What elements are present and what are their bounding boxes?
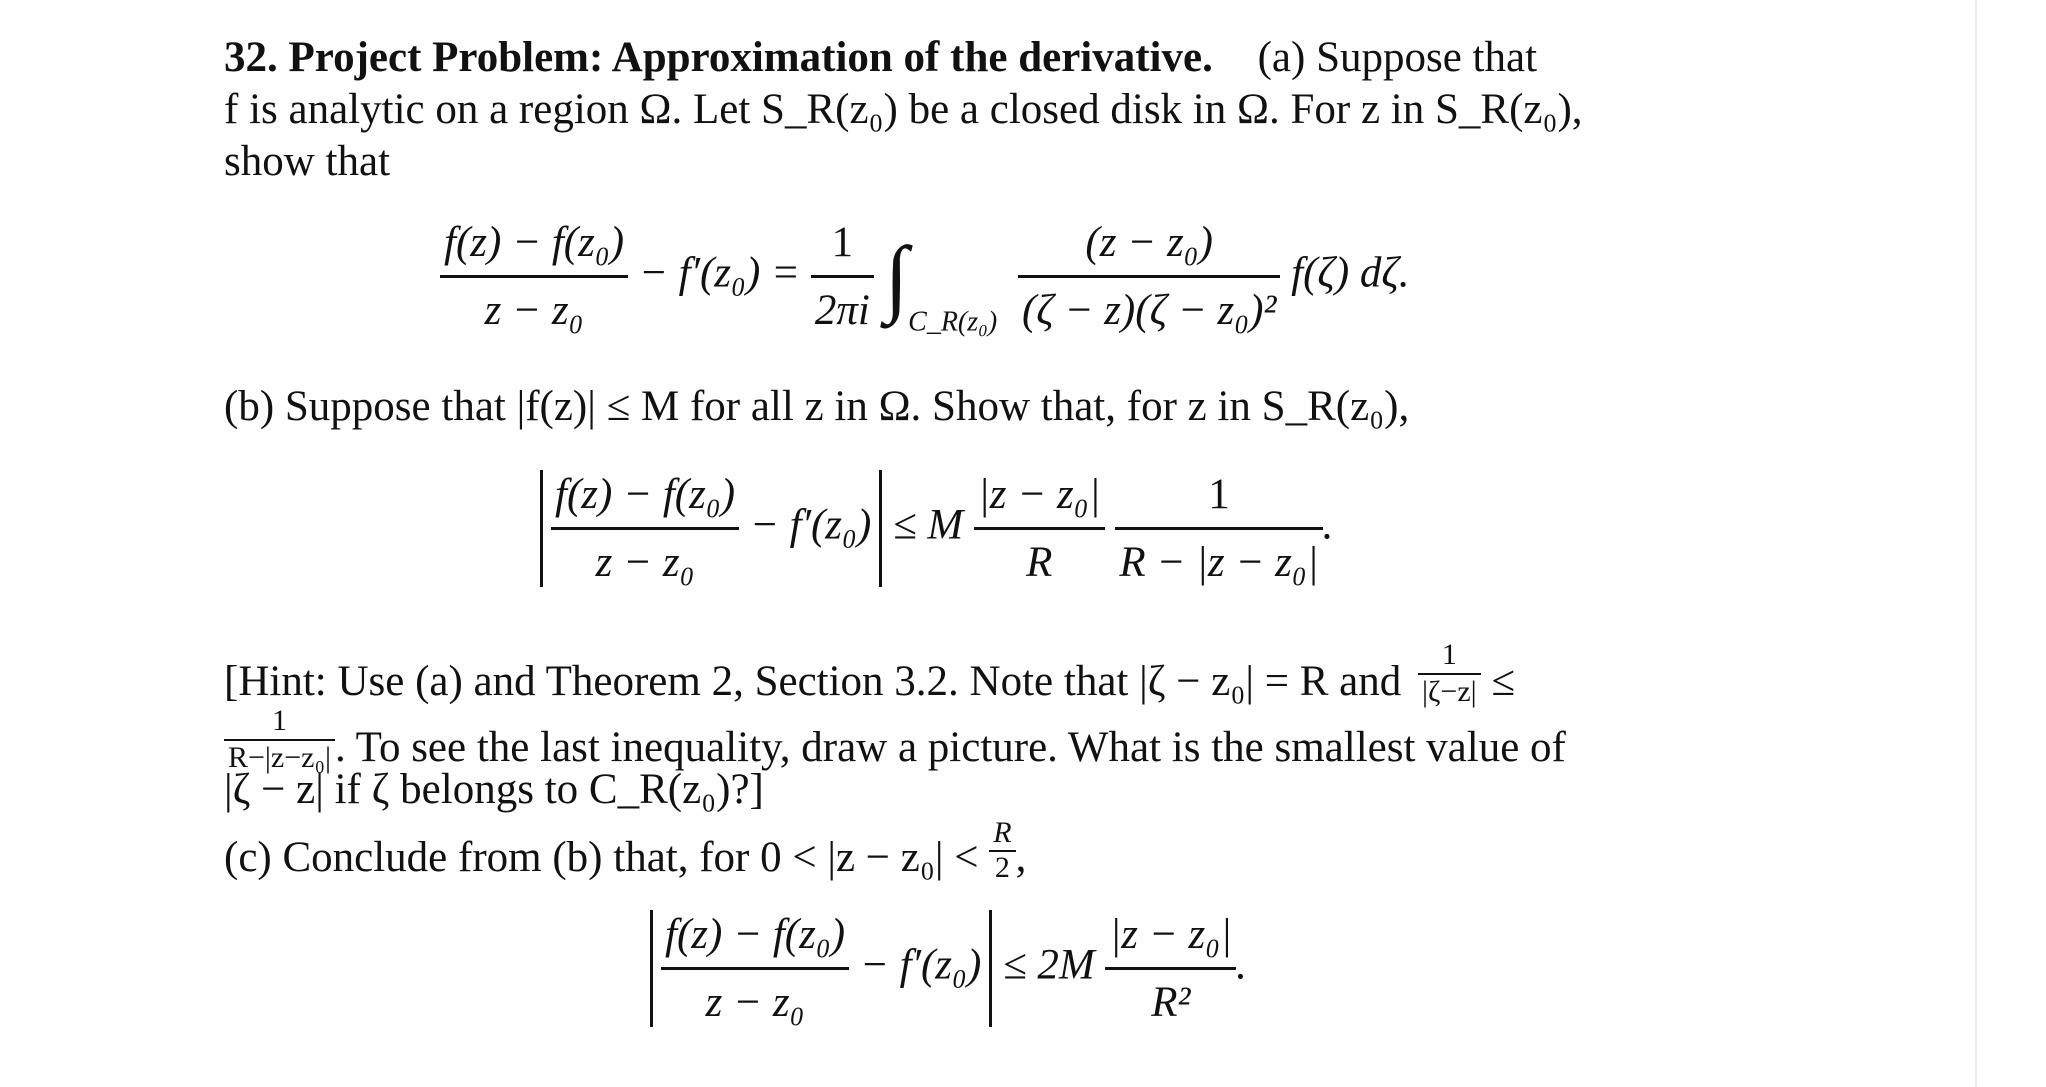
eq-a-lhs-num: f(z) − f(z₀) [444,219,625,266]
eq-b-f1-num: |z − z₀| [977,471,1101,518]
hint-line-3: |ζ − z| if ζ belongs to C_R(z₀)?] [224,766,764,813]
eq-c-lhs-den: z − z₀ [661,967,849,1027]
problem-title: 32. Project Problem: Approximation of the derivative. [224,34,1213,81]
eq-b-rel: ≤ M [893,501,964,549]
equation-b [540,470,1333,587]
eq-b-f2-num: 1 [1208,471,1230,518]
eq-c-f-num: |z − z₀| [1109,911,1233,958]
eq-a-minus-fprime: − f′(z₀) = [638,249,801,297]
hint-f2-num: 1 [271,704,287,737]
part-a-intro: (a) Suppose that [1257,34,1538,81]
eq-a-integrand-fraction [1018,218,1280,335]
problem-line-1 [224,36,1537,79]
eq-a-coef-fraction [811,218,874,335]
eq-c-fraction [1105,910,1236,1027]
part-c-fraction [989,818,1015,883]
hint-text-2: . To see the last inequality, draw a picture. What is the smallest value of [334,724,1566,771]
eq-b-lhs-den: z − z₀ [551,527,739,587]
eq-a-coef-den: 2πi [811,275,874,335]
eq-a-lhs-fraction [440,218,628,335]
part-c-line [224,818,1026,883]
integral-sign: ∫ [884,228,909,325]
hint-f1-den: |ζ−z| [1418,673,1481,707]
right-margin [1975,0,2046,1087]
eq-b-lhs-fraction [551,470,739,587]
eq-b-fraction-1 [974,470,1105,587]
eq-c-f-den: R² [1105,967,1236,1027]
integral-contour: C_R(z₀) [908,306,998,338]
part-c-r-num: R [993,816,1012,849]
equation-a [440,218,1410,338]
eq-b-period: . [1322,501,1334,549]
part-c-comma: , [1015,834,1027,881]
eq-c-abs [650,910,992,1027]
hint-f1-num: 1 [1441,638,1457,671]
part-b-text: (b) Suppose that |f(z)| ≤ M for all z in Ω. Show that, for z in S_R(z₀), [224,383,1410,430]
eq-c-rel: ≤ 2M [1003,941,1095,989]
eq-b-abs [540,470,882,587]
eq-c-lhs-num: f(z) − f(z₀) [665,911,846,958]
hint-fraction-2 [224,706,335,773]
hint-fraction-1 [1418,640,1481,707]
eq-b-f1-den: R [974,527,1105,587]
hint-line-2 [224,706,1566,773]
eq-b-lhs-num: f(z) − f(z₀) [555,471,736,518]
hint-text-1: [Hint: Use (a) and Theorem 2, Section 3.2. Note that |ζ − z₀| = R and [224,658,1402,705]
eq-c-period: . [1236,941,1247,989]
eq-a-coef-num: 1 [831,219,854,266]
part-c-r-den: 2 [989,850,1015,883]
eq-b-fraction-2 [1115,470,1322,587]
eq-a-integrand-den: (ζ − z)(ζ − z₀)² [1018,275,1280,335]
hint-line-1 [224,640,1515,707]
hint-leq: ≤ [1491,658,1516,705]
eq-a-tail: f(ζ) dζ. [1291,249,1410,297]
equation-c [650,910,1247,1027]
problem-line-2: f is analytic on a region Ω. Let S_R(z₀) be a closed disk in Ω. For z in S_R(z₀), [224,86,1583,133]
eq-a-integrand-num: (z − z₀) [1085,219,1213,266]
eq-c-minus-fprime: − f′(z₀) [859,941,982,989]
eq-b-f2-den: R − |z − z₀| [1115,527,1322,587]
eq-c-lhs-fraction [661,910,849,1027]
eq-b-minus-fprime: − f′(z₀) [749,501,872,549]
part-c-text: (c) Conclude from (b) that, for 0 < |z − z₀| < [224,834,979,881]
page-edge-divider [1975,0,1977,1087]
hint-f2-den: R−|z−z₀| [224,739,335,773]
eq-a-lhs-den: z − z₀ [440,275,628,335]
problem-line-3: show that [224,138,391,185]
